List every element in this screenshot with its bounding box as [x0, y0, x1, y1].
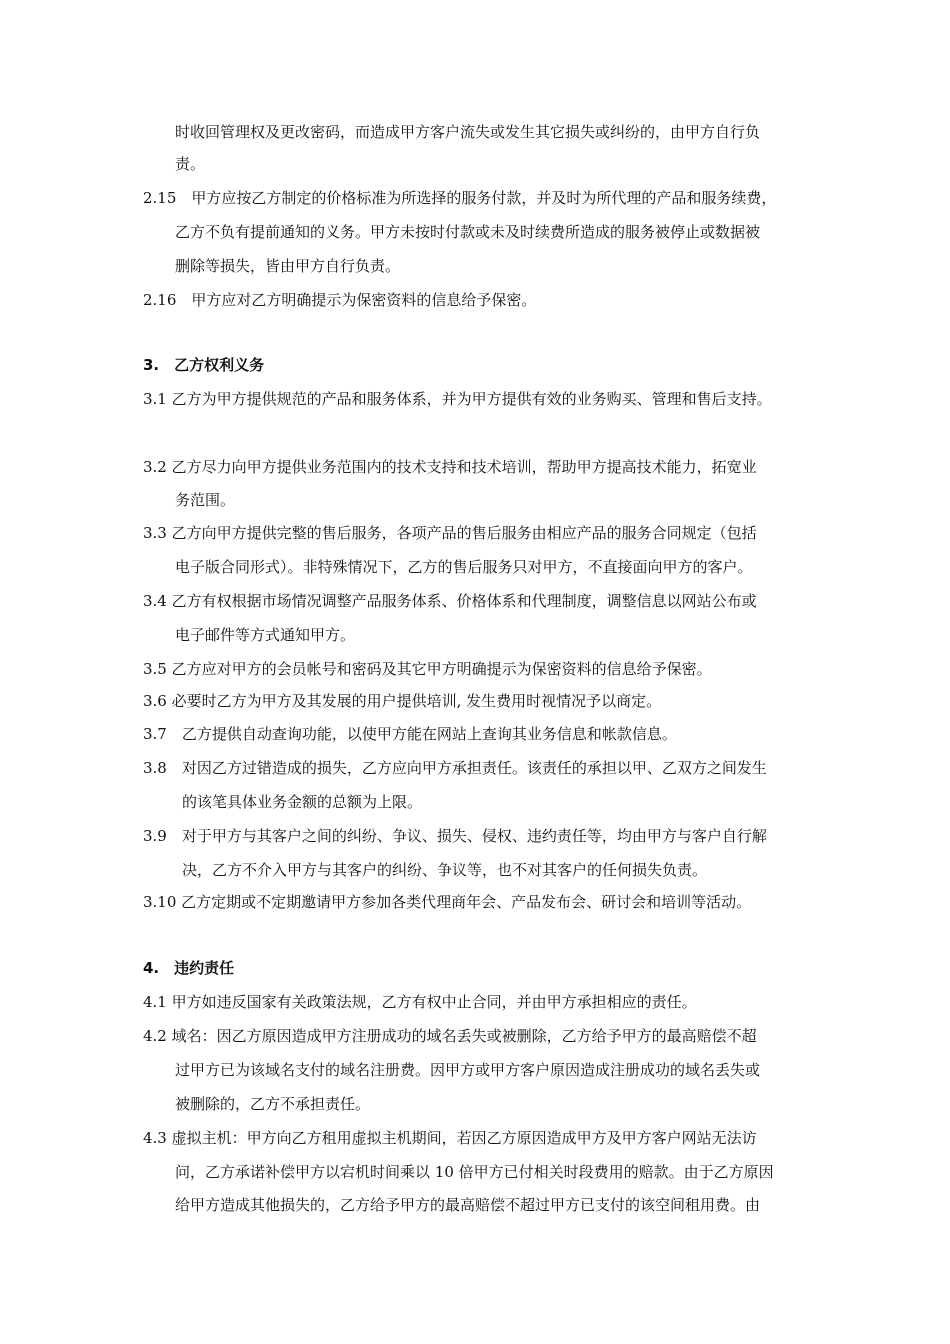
paragraph-line: 过甲方已为该域名支付的域名注册费。因甲方或甲方客户原因造成注册成功的域名丢失或	[175, 1061, 761, 1079]
clause-3-6: 3.6 必要时乙方为甲方及其发展的用户提供培训, 发生费用时视情况予以商定。	[143, 692, 662, 710]
clause-4-2: 4.2 域名：因乙方原因造成甲方注册成功的域名丢失或被删除，乙方给予甲方的最高赔偿不超	[143, 1027, 757, 1045]
paragraph-line: 电子版合同形式）。非特殊情况下，乙方的售后服务只对甲方，不直接面向甲方的客户。	[175, 558, 753, 576]
paragraph-line: 务范围。	[175, 491, 236, 509]
clause-3-9: 3.9 对于甲方与其客户之间的纠纷、争议、损失、侵权、违约责任等，均由甲方与客户自行解	[143, 827, 767, 845]
clause-3-1: 3.1 乙方为甲方提供规范的产品和服务体系，并为甲方提供有效的业务购买、管理和售后支持。	[143, 390, 772, 408]
clause-3-2: 3.2 乙方尽力向甲方提供业务范围内的技术支持和技术培训，帮助甲方提高技术能力，拓宽业	[143, 458, 757, 476]
clause-2-15: 2.15 甲方应按乙方制定的价格标准为所选择的服务付款，并及时为所代理的产品和服务续费，	[143, 189, 777, 207]
clause-4-1: 4.1 甲方如违反国家有关政策法规，乙方有权中止合同，并由甲方承担相应的责任。	[143, 993, 697, 1011]
clause-4-3: 4.3 虚拟主机：甲方向乙方租用虚拟主机期间，若因乙方原因造成甲方及甲方客户网站无法访	[143, 1129, 757, 1147]
paragraph-line: 被删除的，乙方不承担责任。	[175, 1095, 371, 1113]
paragraph-line: 时收回管理权及更改密码，而造成甲方客户流失或发生其它损失或纠纷的，由甲方自行负	[175, 123, 761, 141]
clause-3-5: 3.5 乙方应对甲方的会员帐号和密码及其它甲方明确提示为保密资料的信息给予保密。	[143, 660, 712, 678]
section-heading-4: 4. 违约责任	[143, 959, 235, 977]
clause-3-3: 3.3 乙方向甲方提供完整的售后服务，各项产品的售后服务由相应产品的服务合同规定（包括	[143, 524, 757, 542]
paragraph-line: 决，乙方不介入甲方与其客户的纠纷、争议等，也不对其客户的任何损失负责。	[182, 861, 708, 879]
clause-3-7: 3.7 乙方提供自动查询功能，以使甲方能在网站上查询其业务信息和帐款信息。	[143, 725, 677, 743]
paragraph-line: 给甲方造成其他损失的，乙方给予甲方的最高赔偿不超过甲方已支付的该空间租用费。由	[175, 1196, 761, 1214]
paragraph-line: 乙方不负有提前通知的义务。甲方未按时付款或未及时续费所造成的服务被停止或数据被	[175, 223, 761, 241]
paragraph-line: 电子邮件等方式通知甲方。	[175, 626, 356, 644]
clause-3-10: 3.10 乙方定期或不定期邀请甲方参加各类代理商年会、产品发布会、研讨会和培训等活动。	[143, 893, 752, 911]
clause-3-4: 3.4 乙方有权根据市场情况调整产品服务体系、价格体系和代理制度，调整信息以网站公布或	[143, 592, 757, 610]
clause-3-8: 3.8 对因乙方过错造成的损失，乙方应向甲方承担责任。该责任的承担以甲、乙双方之间发生	[143, 759, 767, 777]
paragraph-line: 问，乙方承诺补偿甲方以宕机时间乘以 10 倍甲方已付相关时段费用的赔款。由于乙方原因	[175, 1163, 774, 1181]
paragraph-line: 责。	[175, 155, 206, 173]
paragraph-line: 的该笔具体业务金额的总额为上限。	[182, 793, 423, 811]
clause-2-16: 2.16 甲方应对乙方明确提示为保密资料的信息给予保密。	[143, 291, 537, 309]
paragraph-line: 删除等损失，皆由甲方自行负责。	[175, 257, 401, 275]
section-heading-3: 3. 乙方权利义务	[143, 356, 265, 374]
